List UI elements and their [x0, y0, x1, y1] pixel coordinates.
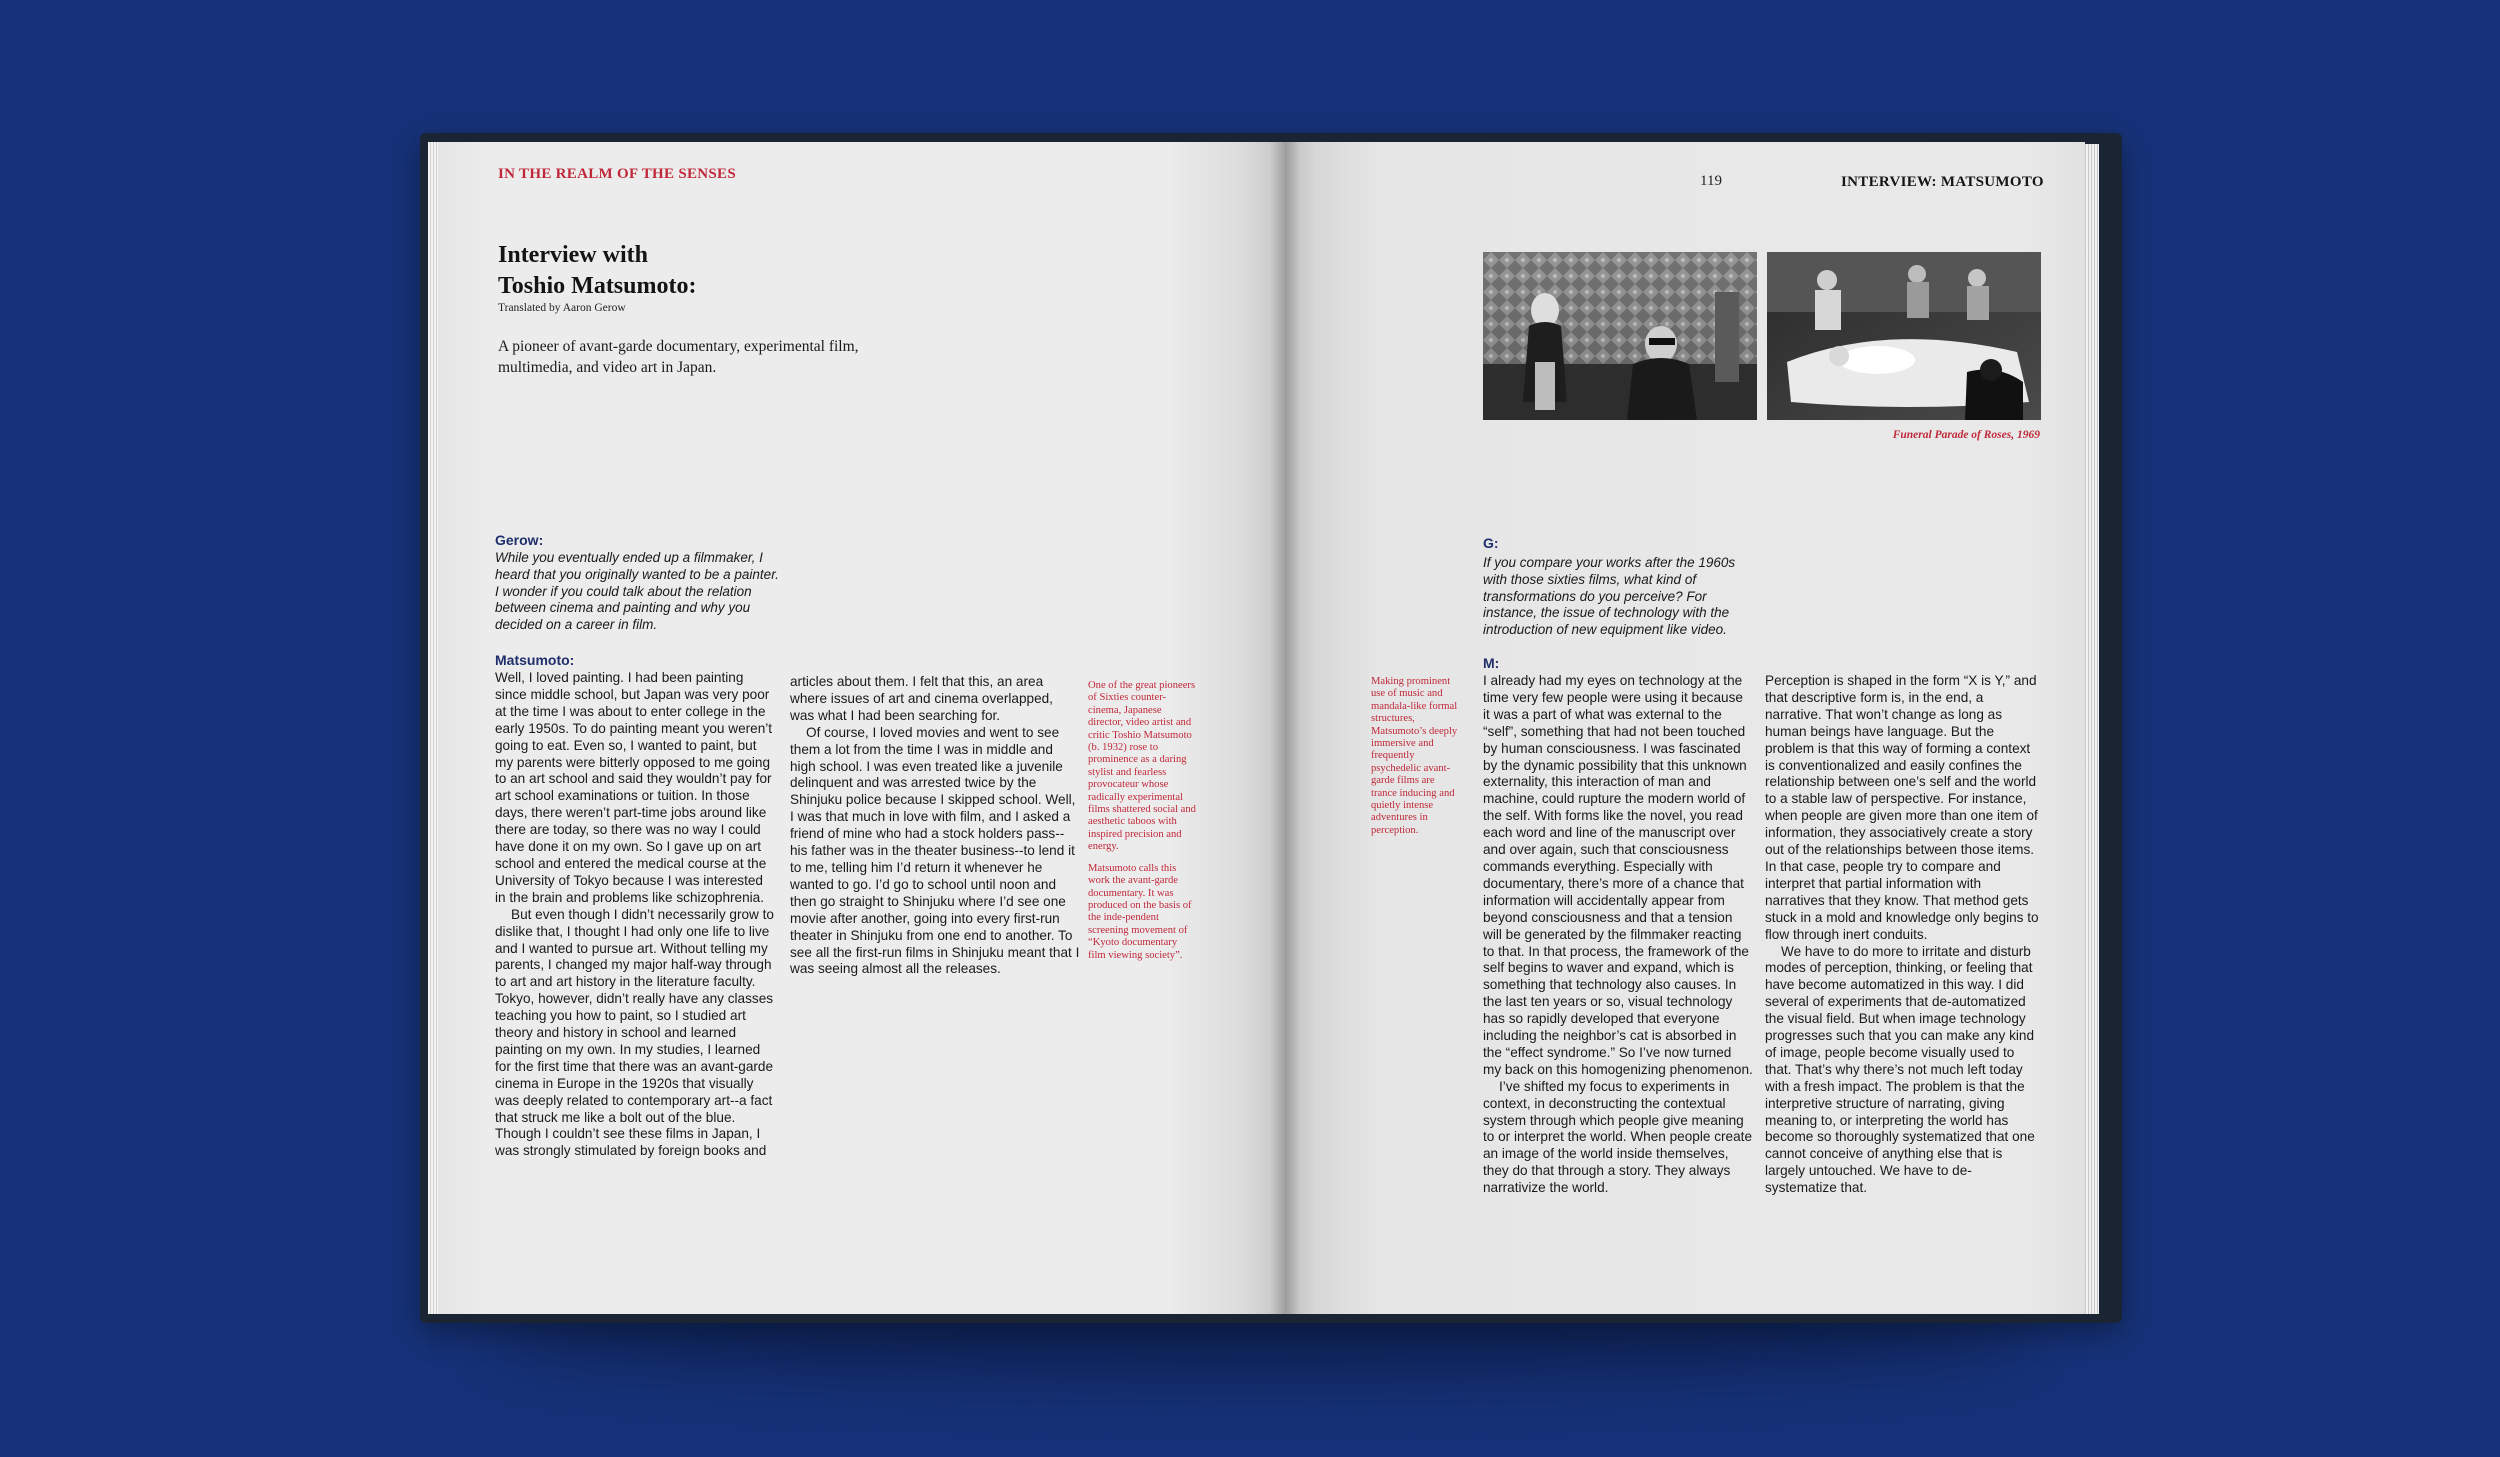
speaker-g: G: [1483, 535, 1499, 551]
right-answer-column-2 [1765, 673, 2043, 1197]
running-head-right: INTERVIEW: MATSUMOTO [1841, 174, 2044, 190]
film-still-mirrors [1483, 252, 1757, 420]
paragraph: Perception is shaped in the form “X is Y,” and that descriptive form is, in the end, a narrative. That won’t change as long as human beings have language. But the problem is that this way of forming a context is conventionalized and easily confines the relationship between one’s self and the world to a stable law of perspective. For instance, when people are given more than one item of information, they associatively create a story out of the relationships between those items. In that case, people try to compare and interpret that partial information with narratives that they know. That method gets stuck in a mold and knowledge only begins to flow through inert conduits. [1765, 673, 2039, 942]
right-page [1285, 142, 2085, 1314]
title-line-1: Interview with [498, 242, 648, 268]
book-gutter [1270, 142, 1300, 1314]
paragraph: Of course, I loved movies and went to see them a lot from the time I was in middle and high school. I was even treated like a juvenile delinquent and was arrested twice by the Shinjuku police because I skipped school. Well, I was that much in love with film, and I asked a friend of mine who had a stock holders pass--his father was in the theater business--to lend it to me, telling him I’d return it whenever he wanted to go. I’d go to school until noon and then go straight to Shinjuku where I’d see one movie after another, going into every first-run theater in Shinjuku from one end to another. To see all the first-run films in Shinjuku meant that I was seeing almost all the releases. [790, 724, 1080, 977]
side-note-1: One of the great pioneers of Sixties counter-cinema, Japanese director, video artist and critic Toshio Matsumoto (b. 1932) rose to prominence as a daring stylist and fearless provocateur whose radically experimental films shattered social and aesthetic taboos with inspired precision and energy. [1088, 680, 1196, 853]
film-still-bed [1767, 252, 2041, 420]
page-edges-right [2083, 144, 2099, 1314]
side-note-2: Matsumoto calls this work the avant-garde documentary. It was produced on the basis of the inde-pendent screening movement of “Kyoto documentary film viewing society”. [1088, 862, 1192, 961]
paragraph: articles about them. I felt that this, an area where issues of art and cinema overlapped, was what I had been searching for. [790, 674, 1053, 723]
paragraph: But even though I didn’t necessarily grow to dislike that, I thought I had only one life to live and I wanted to pursue art. Without telling my parents, I changed my major half-way through to art and art history in the literature faculty. Tokyo, however, didn’t really have any classes teaching you how to paint, so I studied art theory and history in school and learned painting on my own. In my studies, I learned for the first time that there was an avant-garde cinema in Europe in the 1920s that visually was deeply related to contemporary art--a fact that struck me like a bolt out of the blue. Though I couldn’t see these films in Japan, I was strongly stimulated by foreign books and [495, 906, 774, 1159]
translator-credit: Translated by Aaron Gerow [498, 302, 626, 314]
right-answer-column-1 [1483, 673, 1753, 1197]
lede-text: A pioneer of avant-garde documentary, experimental film, multimedia, and video art in Japan. [498, 338, 859, 376]
right-margin-note [1371, 676, 1463, 846]
paragraph: I already had my eyes on technology at the time very few people were using it because it was a part of what was external to the “self”, something that had not been touched by human consciousness. I was fascinated by the dynamic possibility that this unknown externality, this interaction of man and machine, could rupture the modern world of the self. With forms like the novel, you read each word and line of the manuscript over and over again, such that consciousness commands everything. Especially with documentary, there’s more of a chance that information will accidentally appear from beyond consciousness and that a tension will be generated by the filmmaker reacting to that. In that process, the framework of the self begins to waver and expand, which is something that technology also causes. In the last ten years or so, visual technology has so rapidly developed that everyone including the neighbor’s cat is absorbed in the “effect syndrome.” So I’ve now turned my back on this homogenizing phenomenon. [1483, 673, 1753, 1077]
left-answer-column-2 [790, 674, 1080, 978]
left-margin-note [1088, 680, 1196, 971]
left-answer-column-1 [495, 670, 775, 1160]
question-1: While you eventually ended up a filmmaker, I heard that you originally wanted to be a painter. I wonder if you could talk about the relation between cinema and painting and why you decided on a career in film. [495, 550, 779, 633]
paragraph: We have to do more to irritate and disturb modes of perception, thinking, or feeling that have become automatized in this way. I did several of experiments that de-automatized the visual field. But when image technology progresses such that you can make any kind of image, people become visually used to that. That’s why there’s not much left today with a fresh impact. The problem is that the interpretive structure of narrating, giving meaning to, or interpreting the world has become so thoroughly systematized that one cannot conceive of anything else that is largely untouched. We have to de-systematize that. [1765, 943, 2035, 1196]
question-2: If you compare your works after the 1960s with those sixties films, what kind of transformations do you perceive? For instance, the issue of technology with the introduction of new equipment like video. [1483, 555, 1736, 638]
photo-caption: Funeral Parade of Roses, 1969 [1892, 429, 2040, 441]
speaker-matsumoto: Matsumoto: [495, 652, 575, 668]
title-line-2: Toshio Matsumoto: [498, 273, 697, 299]
side-note-3: Making prominent use of music and mandala-like formal structures, Matsumoto’s deeply immersive and frequently psychedelic avant-garde films are trance inducing and quietly intense adventures in perception. [1371, 676, 1458, 836]
article-title [498, 240, 696, 302]
speaker-gerow: Gerow: [495, 532, 544, 548]
left-page [438, 142, 1285, 1314]
running-head-left: IN THE REALM OF THE SENSES [498, 166, 737, 182]
speaker-m: M: [1483, 655, 1500, 671]
paragraph: Well, I loved painting. I had been painting since middle school, but Japan was very poor at the time I was about to enter college in the early 1950s. To do painting meant you weren’t going to eat. Even so, I wanted to paint, but my parents were bitterly opposed to me going to an art school and said they wouldn’t pay for art school examinations or tuition. In those days, there weren’t part-time jobs around like there are today, so there was no way I could have done it on my own. So I gave up on art school and entered the medical course at the University of Tokyo because I was interested in the brain and problems like schizophrenia. [495, 670, 773, 905]
page-number: 119 [1700, 173, 1722, 189]
paragraph: I’ve shifted my focus to experiments in context, in deconstructing the contextual system through which people give meaning to or interpret the world. When people create an image of the world inside themselves, they do that through a story. They always narrativize the world. [1483, 1078, 1753, 1196]
